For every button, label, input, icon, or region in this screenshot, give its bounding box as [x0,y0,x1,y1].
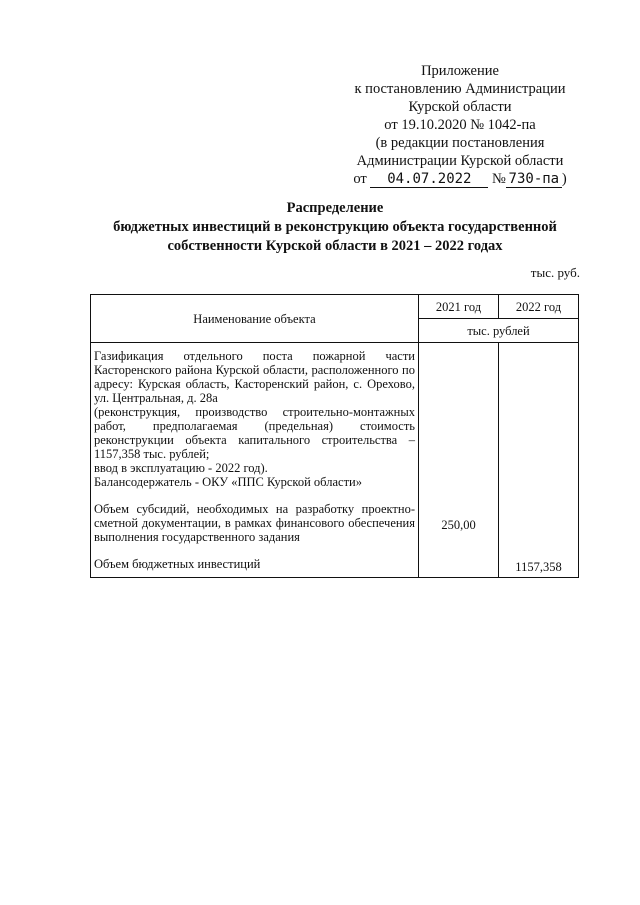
date-prefix: от [353,171,367,187]
closing-paren: ) [561,171,567,187]
appendix-line: (в редакции постановления [375,135,545,151]
object-paragraph: ввод в эксплуатацию - 2022 год). [94,461,268,475]
number-sign: № [491,171,506,187]
object-description-cell [91,343,419,578]
budget-table [90,294,579,578]
units-note: тыс. руб. [530,265,580,280]
investment-label: Объем бюджетных инвестиций [94,557,261,571]
appendix-line: от 19.10.2020 № 1042-па [384,117,536,133]
amendment-date-line [340,170,580,188]
amendment-date: 04.07.2022 [370,171,488,188]
header-units: тыс. рублей [419,319,579,343]
header-year-2022: 2022 год [499,295,579,319]
subsidy-label: Объем субсидий, необходимых на разработку проектно-сметной документации, в рамках финансового обеспечения выполнения государственного задания [94,502,415,544]
header-object-name: Наименование объекта [91,295,419,343]
title-line: собственности Курской области в 2021 – 2022 годах [167,238,503,254]
table-header-row [91,295,579,319]
title-line: бюджетных инвестиций в реконструкцию объекта государственной [113,219,557,235]
appendix-line: Курской области [408,99,512,115]
title-line: Распределение [286,200,384,216]
investment-2022-value: 1157,358 [515,560,562,574]
appendix-line: Администрации Курской области [356,153,564,169]
appendix-line: Приложение [421,63,499,79]
spacer [94,544,415,557]
object-paragraph: (реконструкция, производство строительно-монтажных работ, предполагаемая (предельная) стоимость реконструкции объекта капитального строительства – 1157,358 тыс. рублей; [94,405,415,461]
document-title [80,199,590,256]
table-row [91,343,579,578]
subsidy-2021-value: 250,00 [441,518,476,532]
amendment-number: 730-па [506,171,562,188]
spacer [94,489,415,502]
object-paragraph: Балансодержатель - ОКУ «ППС Курской области» [94,475,362,489]
appendix-line: к постановлению Администрации [354,81,566,97]
appendix-header [340,62,580,188]
year-2021-cell [419,343,499,578]
header-year-2021: 2021 год [419,295,499,319]
object-paragraph: Газификация отдельного поста пожарной части Касторенского района Курской области, расположенного по адресу: Курская область, Касторенский район, с. Орехово, ул. Центральная, д. 28а [94,349,415,405]
year-2022-cell [499,343,579,578]
